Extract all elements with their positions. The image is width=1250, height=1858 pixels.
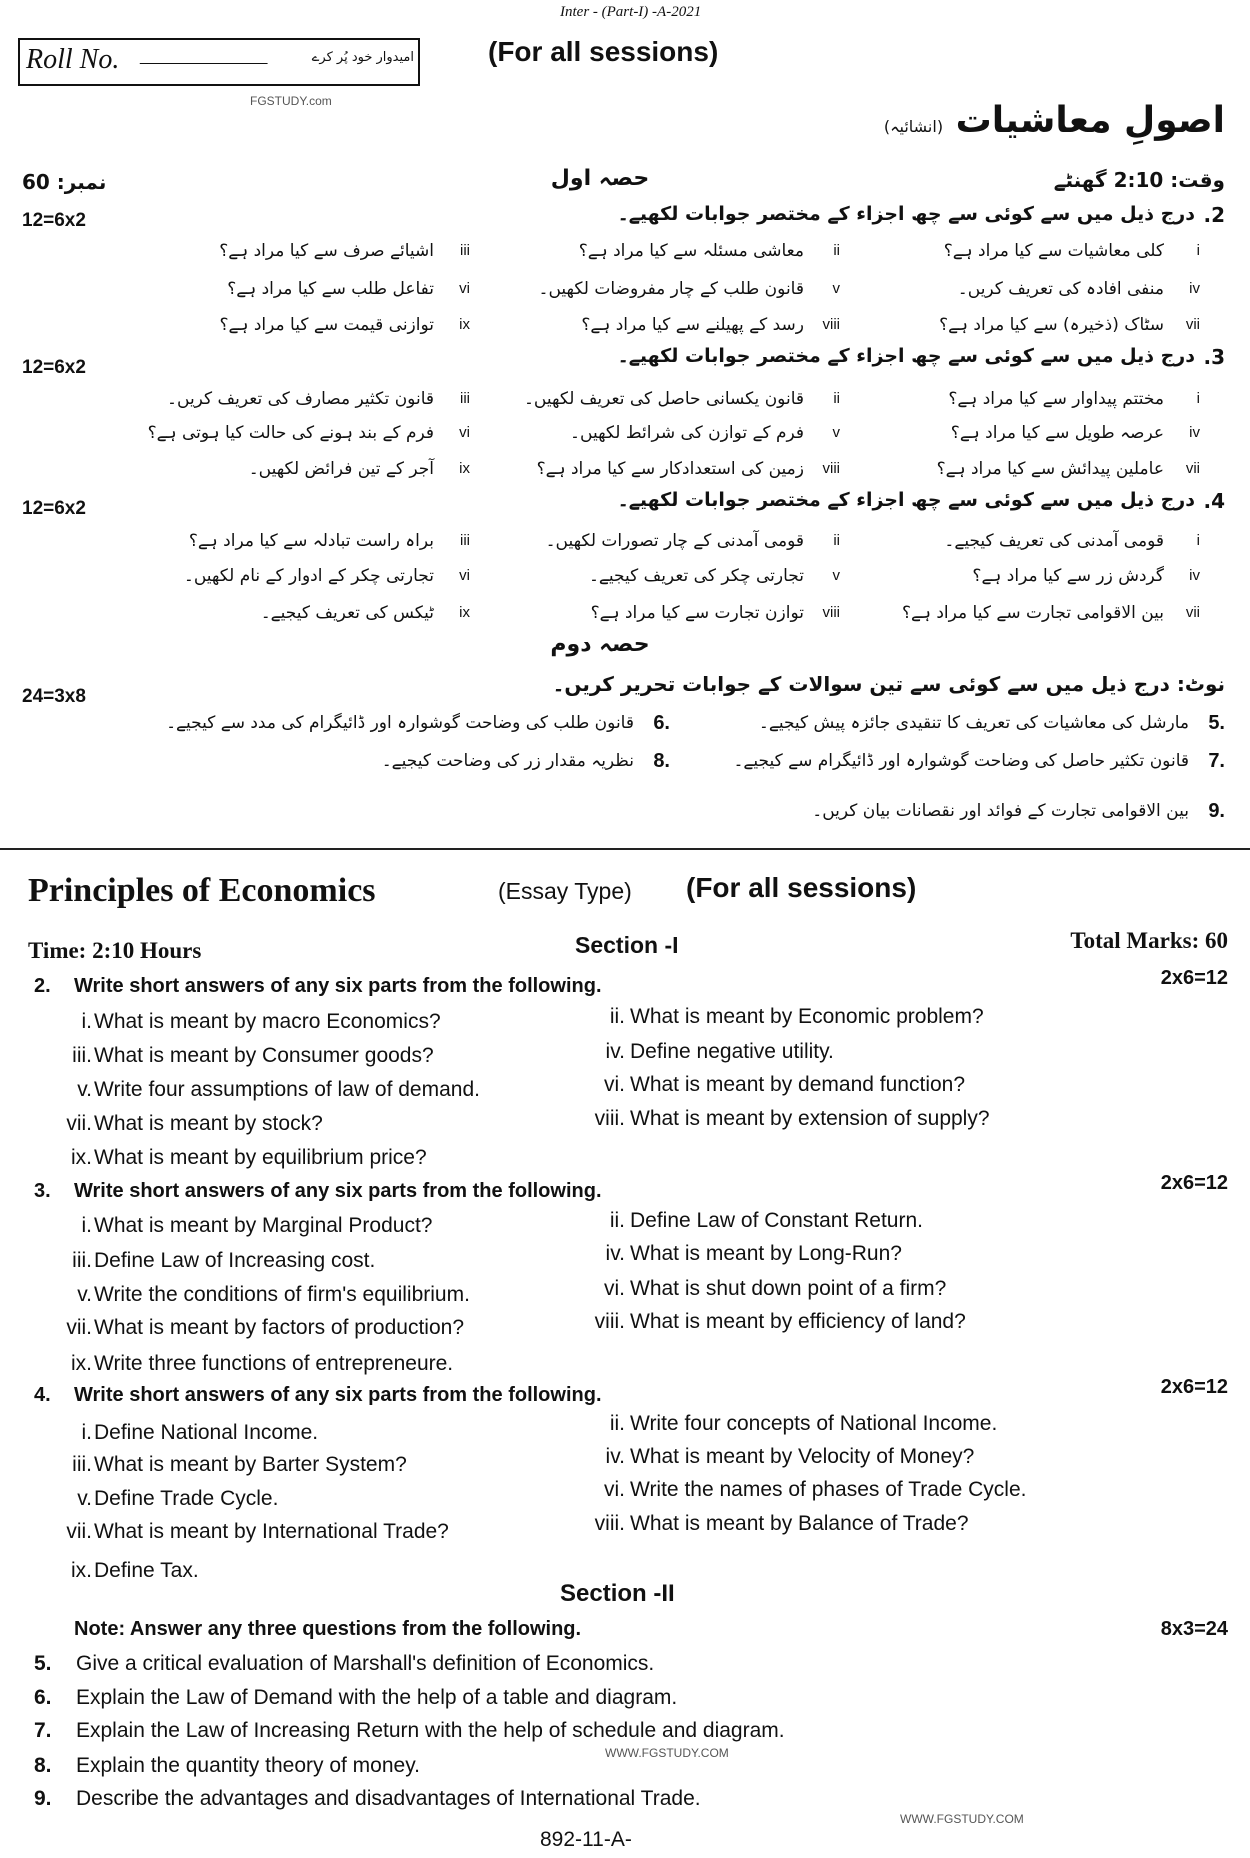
english-long-question-text: Give a critical evaluation of Marshall's definition of Economics. bbox=[76, 1652, 655, 1675]
urdu-part-number: v bbox=[832, 424, 840, 441]
urdu-title bbox=[884, 100, 1225, 141]
english-part-number: ix. bbox=[71, 1559, 92, 1582]
urdu-part-text: توازنی قیمت سے کیا مراد ہے؟ bbox=[219, 315, 434, 335]
english-part-text: Define Tax. bbox=[94, 1559, 199, 1582]
urdu-part-number: vi bbox=[459, 567, 470, 584]
urdu-part-text: کلی معاشیات سے کیا مراد ہے؟ bbox=[943, 241, 1164, 261]
urdu-question-instruction: درج ذیل میں سے کوئی سے چھ اجزاء کے مختصر جوابات لکھیے۔ bbox=[617, 489, 1195, 511]
urdu-part-text: قانون تکثیر مصارف کی تعریف کریں۔ bbox=[167, 389, 434, 409]
urdu-part-number: v bbox=[832, 280, 840, 297]
urdu-part-text: فرم کے توازن کی شرائط لکھیں۔ bbox=[570, 423, 804, 443]
urdu-part-number: i bbox=[1196, 242, 1200, 259]
urdu-part-number: iii bbox=[460, 242, 470, 259]
urdu-part-text: تجارتی چکر کی تعریف کیجیے۔ bbox=[588, 566, 804, 586]
roll-no-blank: ________________ bbox=[140, 48, 267, 65]
english-part-number: iii. bbox=[72, 1044, 92, 1067]
english-part-text: Write three functions of entrepreneure. bbox=[94, 1352, 454, 1375]
english-part-number: iii. bbox=[72, 1453, 92, 1476]
urdu-section-1: حصہ اول bbox=[550, 166, 650, 191]
english-part-number: vi. bbox=[604, 1478, 625, 1501]
urdu-part-number: vi bbox=[459, 424, 470, 441]
urdu-part-text: توازن تجارت سے کیا مراد ہے؟ bbox=[590, 603, 804, 623]
urdu-part-text: تفاعل طلب سے کیا مراد ہے؟ bbox=[227, 279, 434, 299]
english-part-text: Write the conditions of firm's equilibrium. bbox=[94, 1283, 470, 1306]
urdu-long-question-text: بین الاقوامی تجارت کے فوائد اور نقصانات بیان کریں۔ bbox=[812, 801, 1189, 821]
urdu-part-text: گردش زر سے کیا مراد ہے؟ bbox=[972, 566, 1164, 586]
english-long-question-text: Explain the Law of Increasing Return with the help of schedule and diagram. bbox=[76, 1719, 785, 1742]
urdu-part-text: آجر کے تین فرائض لکھیں۔ bbox=[248, 459, 434, 479]
footer-code: 892-11-A- bbox=[540, 1828, 632, 1851]
english-part-text: Define Trade Cycle. bbox=[94, 1487, 279, 1510]
english-part-text: What is meant by Barter System? bbox=[94, 1453, 407, 1476]
english-question-number: 4. bbox=[34, 1384, 51, 1406]
urdu-part-text: سٹاک (ذخیرہ) سے کیا مراد ہے؟ bbox=[939, 315, 1164, 335]
urdu-part-number: vi bbox=[459, 280, 470, 297]
english-part-text: Define National Income. bbox=[94, 1421, 319, 1444]
urdu-part-text: قومی آمدنی کی تعریف کیجیے۔ bbox=[944, 531, 1164, 551]
english-part-number: iv. bbox=[605, 1445, 625, 1468]
roll-no-label: Roll No. bbox=[26, 44, 120, 75]
english-long-question-text: Describe the advantages and disadvantages of International Trade. bbox=[76, 1787, 701, 1810]
english-part-number: vi. bbox=[604, 1277, 625, 1300]
urdu-question-title: 3. bbox=[1203, 345, 1225, 369]
english-part-number: i. bbox=[81, 1010, 92, 1033]
urdu-part-number: ix bbox=[459, 604, 470, 621]
urdu-long-question-text: قانون طلب کی وضاحت گوشوارہ اور ڈائیگرام کی مدد سے کیجیے۔ bbox=[166, 713, 634, 733]
urdu-part-number: iii bbox=[460, 390, 470, 407]
english-question-marks: 2x6=12 bbox=[1160, 1376, 1228, 1398]
english-note: Note: Answer any three questions from the following. bbox=[74, 1618, 582, 1640]
english-part-text: Write four assumptions of law of demand. bbox=[94, 1078, 480, 1101]
urdu-question-title: 4. bbox=[1203, 489, 1225, 513]
paper-code: Inter - (Part-I) -A-2021 bbox=[560, 4, 702, 20]
english-part-text: Write the names of phases of Trade Cycle. bbox=[630, 1478, 1027, 1501]
english-part-text: What is meant by Velocity of Money? bbox=[630, 1445, 975, 1468]
english-part-number: ii. bbox=[609, 1209, 625, 1232]
english-part-number: iii. bbox=[72, 1249, 92, 1272]
english-long-question-text: Explain the quantity theory of money. bbox=[76, 1754, 420, 1777]
roll-no-urdu-note: امیدوار خود پُر کرے bbox=[311, 50, 414, 65]
urdu-part-text: ٹیکس کی تعریف کیجیے۔ bbox=[260, 603, 434, 623]
english-part-number: ix. bbox=[71, 1352, 92, 1375]
english-part-number: v. bbox=[77, 1487, 92, 1510]
urdu-question-marks: 12=6x2 bbox=[22, 357, 86, 378]
english-question-number: 2. bbox=[34, 975, 51, 997]
english-part-number: vii. bbox=[66, 1520, 92, 1543]
urdu-part-text: قومی آمدنی کے چار تصورات لکھیں۔ bbox=[545, 531, 804, 551]
urdu-part-text: اشیائے صرف سے کیا مراد ہے؟ bbox=[219, 241, 434, 261]
urdu-part-text: معاشی مسئلہ سے کیا مراد ہے؟ bbox=[578, 241, 804, 261]
urdu-title-text: اصولِ معاشیات bbox=[955, 100, 1225, 141]
urdu-long-question-text: قانون تکثیر حاصل کی وضاحت گوشوارہ اور ڈائیگرام سے کیجیے۔ bbox=[733, 751, 1189, 771]
watermark: FGSTUDY.com bbox=[250, 94, 332, 108]
english-time: Time: 2:10 Hours bbox=[28, 938, 202, 963]
english-part-text: What is meant by macro Economics? bbox=[94, 1010, 441, 1033]
english-part-text: What is meant by extension of supply? bbox=[630, 1107, 990, 1130]
english-part-text: What is meant by Consumer goods? bbox=[94, 1044, 434, 1067]
roll-number-box[interactable] bbox=[18, 38, 420, 86]
urdu-part-number: iv bbox=[1189, 280, 1200, 297]
urdu-part-number: viii bbox=[822, 460, 840, 477]
english-part-number: ii. bbox=[609, 1412, 625, 1435]
english-part-number: viii. bbox=[594, 1512, 625, 1535]
english-part-text: Write four concepts of National Income. bbox=[630, 1412, 998, 1435]
urdu-part-number: iii bbox=[460, 532, 470, 549]
english-part-text: What is meant by International Trade? bbox=[94, 1520, 449, 1543]
urdu-part-text: براہ راست تبادلہ سے کیا مراد ہے؟ bbox=[188, 531, 434, 551]
english-part-text: What is meant by Marginal Product? bbox=[94, 1214, 433, 1237]
english-long-question-number: 7. bbox=[34, 1719, 52, 1742]
english-long-question-number: 5. bbox=[34, 1652, 52, 1675]
urdu-section-2: حصہ دوم bbox=[550, 632, 650, 657]
english-total-marks: Total Marks: 60 bbox=[1070, 928, 1228, 953]
english-part-number: v. bbox=[77, 1283, 92, 1306]
english-part-text: Define negative utility. bbox=[630, 1040, 834, 1063]
english-part-number: vi. bbox=[604, 1073, 625, 1096]
urdu-part-number: ix bbox=[459, 316, 470, 333]
urdu-question-marks: 12=6x2 bbox=[22, 210, 86, 231]
urdu-part-text: عاملین پیدائش سے کیا مراد ہے؟ bbox=[936, 459, 1164, 479]
urdu-part-number: viii bbox=[822, 604, 840, 621]
english-section-2-marks: 8x3=24 bbox=[1160, 1618, 1228, 1640]
urdu-long-question-number: 6. bbox=[653, 712, 670, 734]
english-part-text: What is meant by equilibrium price? bbox=[94, 1146, 427, 1169]
urdu-long-question-text: مارشل کی معاشیات کی تعریف کا تنقیدی جائزہ پیش کیجیے۔ bbox=[758, 713, 1189, 733]
english-part-number: iv. bbox=[605, 1242, 625, 1265]
urdu-question-marks: 12=6x2 bbox=[22, 498, 86, 519]
english-type: (Essay Type) bbox=[498, 878, 632, 904]
english-part-number: iv. bbox=[605, 1040, 625, 1063]
english-long-question-number: 9. bbox=[34, 1787, 52, 1810]
urdu-part-number: iv bbox=[1189, 424, 1200, 441]
english-part-number: viii. bbox=[594, 1107, 625, 1130]
urdu-part-text: قانون طلب کے چار مفروضات لکھیں۔ bbox=[538, 279, 804, 299]
urdu-long-question-text: نظریہ مقدار زر کی وضاحت کیجیے۔ bbox=[381, 751, 634, 771]
urdu-part-number: vii bbox=[1185, 604, 1200, 621]
english-part-number: v. bbox=[77, 1078, 92, 1101]
urdu-part-number: ix bbox=[459, 460, 470, 477]
english-section-2: Section -II bbox=[560, 1580, 675, 1607]
urdu-part-text: زمین کی استعدادکار سے کیا مراد ہے؟ bbox=[536, 459, 804, 479]
english-part-text: What is meant by Long-Run? bbox=[630, 1242, 902, 1265]
urdu-part-number: i bbox=[1196, 532, 1200, 549]
sessions-label: (For all sessions) bbox=[488, 36, 719, 67]
urdu-question-title: 2. bbox=[1203, 203, 1225, 227]
watermark: WWW.FGSTUDY.COM bbox=[605, 1746, 729, 1760]
english-part-number: vii. bbox=[66, 1316, 92, 1339]
urdu-long-question-number: 8. bbox=[653, 750, 670, 772]
english-long-question-number: 8. bbox=[34, 1754, 52, 1777]
urdu-long-question-number: 7. bbox=[1208, 750, 1225, 772]
english-part-text: What is meant by factors of production? bbox=[94, 1316, 465, 1339]
english-part-number: viii. bbox=[594, 1310, 625, 1333]
english-section-1: Section -I bbox=[575, 932, 679, 958]
english-question-instruction: Write short answers of any six parts from the following. bbox=[74, 1384, 602, 1406]
urdu-part-text: بین الاقوامی تجارت سے کیا مراد ہے؟ bbox=[902, 603, 1164, 623]
english-part-number: i. bbox=[81, 1214, 92, 1237]
urdu-part-text: قانون یکسانی حاصل کی تعریف لکھیں۔ bbox=[523, 389, 804, 409]
english-part-number: vii. bbox=[66, 1112, 92, 1135]
english-part-number: ii. bbox=[609, 1005, 625, 1028]
english-part-text: What is shut down point of a firm? bbox=[630, 1277, 947, 1300]
english-part-text: What is meant by stock? bbox=[94, 1112, 323, 1135]
urdu-part-text: فرم کے بند ہونے کی حالت کیا ہوتی ہے؟ bbox=[147, 423, 434, 443]
watermark: WWW.FGSTUDY.COM bbox=[900, 1812, 1024, 1826]
english-title: Principles of Economics bbox=[28, 872, 376, 909]
english-part-text: Define Law of Constant Return. bbox=[630, 1209, 923, 1232]
english-part-number: ix. bbox=[71, 1146, 92, 1169]
divider bbox=[0, 848, 1250, 850]
urdu-part-number: v bbox=[832, 567, 840, 584]
urdu-part-number: ii bbox=[833, 242, 840, 259]
english-question-instruction: Write short answers of any six parts from the following. bbox=[74, 975, 602, 997]
urdu-question-instruction: درج ذیل میں سے کوئی سے چھ اجزاء کے مختصر جوابات لکھیے۔ bbox=[617, 203, 1195, 225]
urdu-part-text: رسد کے پھیلنے سے کیا مراد ہے؟ bbox=[581, 315, 804, 335]
urdu-part-text: تجارتی چکر کے ادوار کے نام لکھیں۔ bbox=[183, 566, 434, 586]
english-question-marks: 2x6=12 bbox=[1160, 1172, 1228, 1194]
english-part-text: What is meant by Economic problem? bbox=[630, 1005, 984, 1028]
english-question-instruction: Write short answers of any six parts from the following. bbox=[74, 1180, 602, 1202]
english-part-text: What is meant by Balance of Trade? bbox=[630, 1512, 969, 1535]
urdu-part-number: ii bbox=[833, 390, 840, 407]
english-part-text: What is meant by demand function? bbox=[630, 1073, 966, 1096]
english-part-text: Define Law of Increasing cost. bbox=[94, 1249, 376, 1272]
english-long-question-number: 6. bbox=[34, 1686, 52, 1709]
urdu-long-question-number: 9. bbox=[1208, 800, 1225, 822]
urdu-part-text: منفی افادہ کی تعریف کریں۔ bbox=[957, 279, 1164, 299]
english-part-number: i. bbox=[81, 1421, 92, 1444]
english-part-text: What is meant by efficiency of land? bbox=[630, 1310, 966, 1333]
english-sessions: (For all sessions) bbox=[686, 872, 917, 903]
urdu-part-number: viii bbox=[822, 316, 840, 333]
urdu-marks: نمبر: 60 bbox=[22, 170, 107, 194]
urdu-part-text: عرصہ طویل سے کیا مراد ہے؟ bbox=[950, 423, 1164, 443]
urdu-part-text: مختتم پیداوار سے کیا مراد ہے؟ bbox=[948, 389, 1164, 409]
urdu-note: نوٹ: درج ذیل میں سے کوئی سے تین سوالات کے جوابات تحریر کریں۔ bbox=[552, 672, 1225, 696]
english-question-marks: 2x6=12 bbox=[1160, 967, 1228, 989]
urdu-section-2-marks: 24=3x8 bbox=[22, 686, 86, 707]
urdu-subtitle: (انشائیہ) bbox=[883, 117, 944, 136]
english-long-question-text: Explain the Law of Demand with the help of a table and diagram. bbox=[76, 1686, 678, 1709]
urdu-time: وقت: 2:10 گھنٹے bbox=[1053, 168, 1225, 192]
english-question-number: 3. bbox=[34, 1180, 51, 1202]
urdu-part-number: i bbox=[1196, 390, 1200, 407]
urdu-part-number: vii bbox=[1185, 316, 1200, 333]
urdu-question-instruction: درج ذیل میں سے کوئی سے چھ اجزاء کے مختصر جوابات لکھیے۔ bbox=[617, 345, 1195, 367]
urdu-long-question-number: 5. bbox=[1208, 712, 1225, 734]
urdu-part-number: vii bbox=[1185, 460, 1200, 477]
urdu-part-number: iv bbox=[1189, 567, 1200, 584]
urdu-part-number: ii bbox=[833, 532, 840, 549]
